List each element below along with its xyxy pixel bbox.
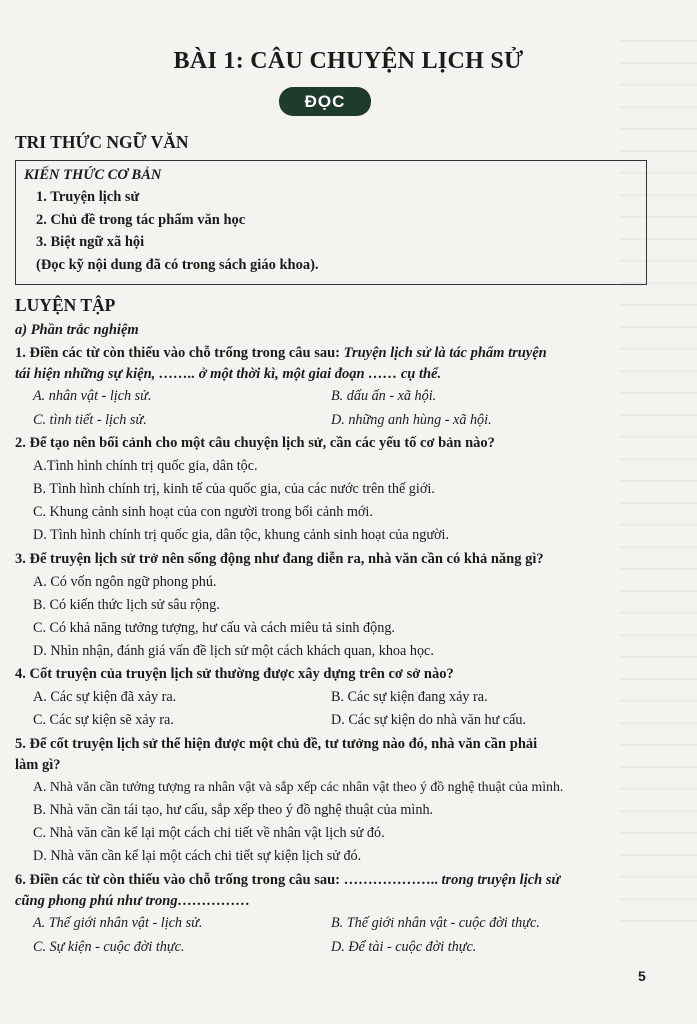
question-1-line2: tái hiện những sự kiện, …….. ở một thời kì, một giai đoạn …… cụ thể. [15, 366, 442, 382]
q5-option-d: D. Nhà văn cần kể lại một cách chi tiết sự kiện lịch sử đó. [33, 848, 362, 864]
q1-option-c: C. tình tiết - lịch sử. [33, 412, 147, 428]
section-badge: ĐỌC [279, 87, 371, 116]
question-6 [15, 870, 650, 912]
q6-option-d: D. Để tài - cuộc đời thực. [331, 939, 477, 955]
question-2: 2. Để tạo nên bối cảnh cho một câu chuyện lịch sử, cần các yếu tố cơ bản nào? [15, 435, 495, 451]
q1-option-a: A. nhân vật - lịch sử. [33, 388, 152, 404]
q6-option-c: C. Sự kiện - cuộc đời thực. [33, 939, 185, 955]
question-5-line1: 5. Để cốt truyện lịch sử thể hiện được một chủ đề, tư tưởng nào đó, nhà văn cần phải [15, 736, 538, 752]
knowledge-item: 2. Chủ đề trong tác phẩm văn học [36, 211, 246, 228]
q3-option-d: D. Nhìn nhận, đánh giá vấn đề lịch sử một cách khách quan, khoa học. [33, 643, 434, 659]
q3-option-c: C. Có khả năng tưởng tượng, hư cấu và cách miêu tả sinh động. [33, 620, 395, 636]
question-4: 4. Cốt truyện của truyện lịch sử thường được xây dựng trên cơ sở nào? [15, 666, 454, 682]
knowledge-box-title: KIẾN THỨC CƠ BẢN [24, 167, 162, 183]
question-6-line2: cũng phong phú như trong…………… [15, 893, 251, 909]
question-3: 3. Để truyện lịch sử trở nên sống động như đang diễn ra, nhà văn cần có khả năng gì? [15, 551, 544, 567]
q4-option-d: D. Các sự kiện do nhà văn hư cấu. [331, 712, 527, 728]
knowledge-box [15, 160, 647, 285]
q6-option-a: A. Thế giới nhân vật - lịch sử. [33, 915, 203, 931]
q4-option-b: B. Các sự kiện đang xảy ra. [331, 689, 488, 705]
question-6-prefix: 6. Điền các từ còn thiếu vào chỗ trống trong câu sau: ……………….. [15, 872, 442, 888]
section-heading-luyen-tap: LUYỆN TẬP [15, 295, 116, 315]
q3-option-b: B. Có kiến thức lịch sử sâu rộng. [33, 597, 220, 613]
question-1-prefix: 1. Điền các từ còn thiếu vào chỗ trống trong câu sau: [15, 345, 344, 361]
knowledge-note: (Đọc kỹ nội dung đã có trong sách giáo khoa). [36, 256, 319, 273]
question-6-italic: trong truyện lịch sử [441, 872, 561, 888]
q6-option-b: B. Thế giới nhân vật - cuộc đời thực. [331, 915, 540, 931]
q2-option-d: D. Tình hình chính trị quốc gia, dân tộc, khung cảnh sinh hoạt của người. [33, 527, 450, 543]
section-heading-tri-thuc: TRI THỨC NGỮ VĂN [15, 132, 189, 152]
knowledge-item: 1. Truyện lịch sử [36, 189, 140, 205]
q5-option-c: C. Nhà văn cần kể lại một cách chi tiết về nhân vật lịch sử đó. [33, 825, 385, 841]
q2-option-c: C. Khung cảnh sinh hoạt của con người trong bối cảnh mới. [33, 504, 373, 520]
page-number: 5 [638, 968, 646, 984]
lesson-title: BÀI 1: CÂU CHUYỆN LỊCH SỬ [173, 48, 524, 74]
q5-option-b: B. Nhà văn cần tái tạo, hư cấu, sắp xếp theo ý đồ nghệ thuật của mình. [33, 802, 434, 818]
question-1 [15, 343, 650, 385]
q1-option-d: D. những anh hùng - xã hội. [331, 412, 492, 428]
q4-option-c: C. Các sự kiện sẽ xảy ra. [33, 712, 174, 728]
question-1-italic: Truyện lịch sử là tác phẩm truyện [343, 345, 547, 361]
q2-option-a: A.Tình hình chính trị quốc gia, dân tộc. [33, 458, 258, 474]
subsection-heading: a) Phần trắc nghiệm [15, 322, 139, 338]
q2-option-b: B. Tình hình chính trị, kinh tế của quốc gia, của các nước trên thế giới. [33, 481, 435, 497]
q3-option-a: A. Có vốn ngôn ngữ phong phú. [33, 574, 217, 590]
q1-option-b: B. dấu ấn - xã hội. [331, 388, 437, 404]
q4-option-a: A. Các sự kiện đã xảy ra. [33, 689, 177, 705]
question-5 [15, 734, 650, 776]
q5-option-a: A. Nhà văn cần tưởng tượng ra nhân vật và sắp xếp các nhân vật theo ý đồ nghệ thuật của mình. [33, 779, 564, 794]
question-5-line2: làm gì? [15, 757, 61, 773]
knowledge-item: 3. Biệt ngữ xã hội [36, 234, 145, 250]
